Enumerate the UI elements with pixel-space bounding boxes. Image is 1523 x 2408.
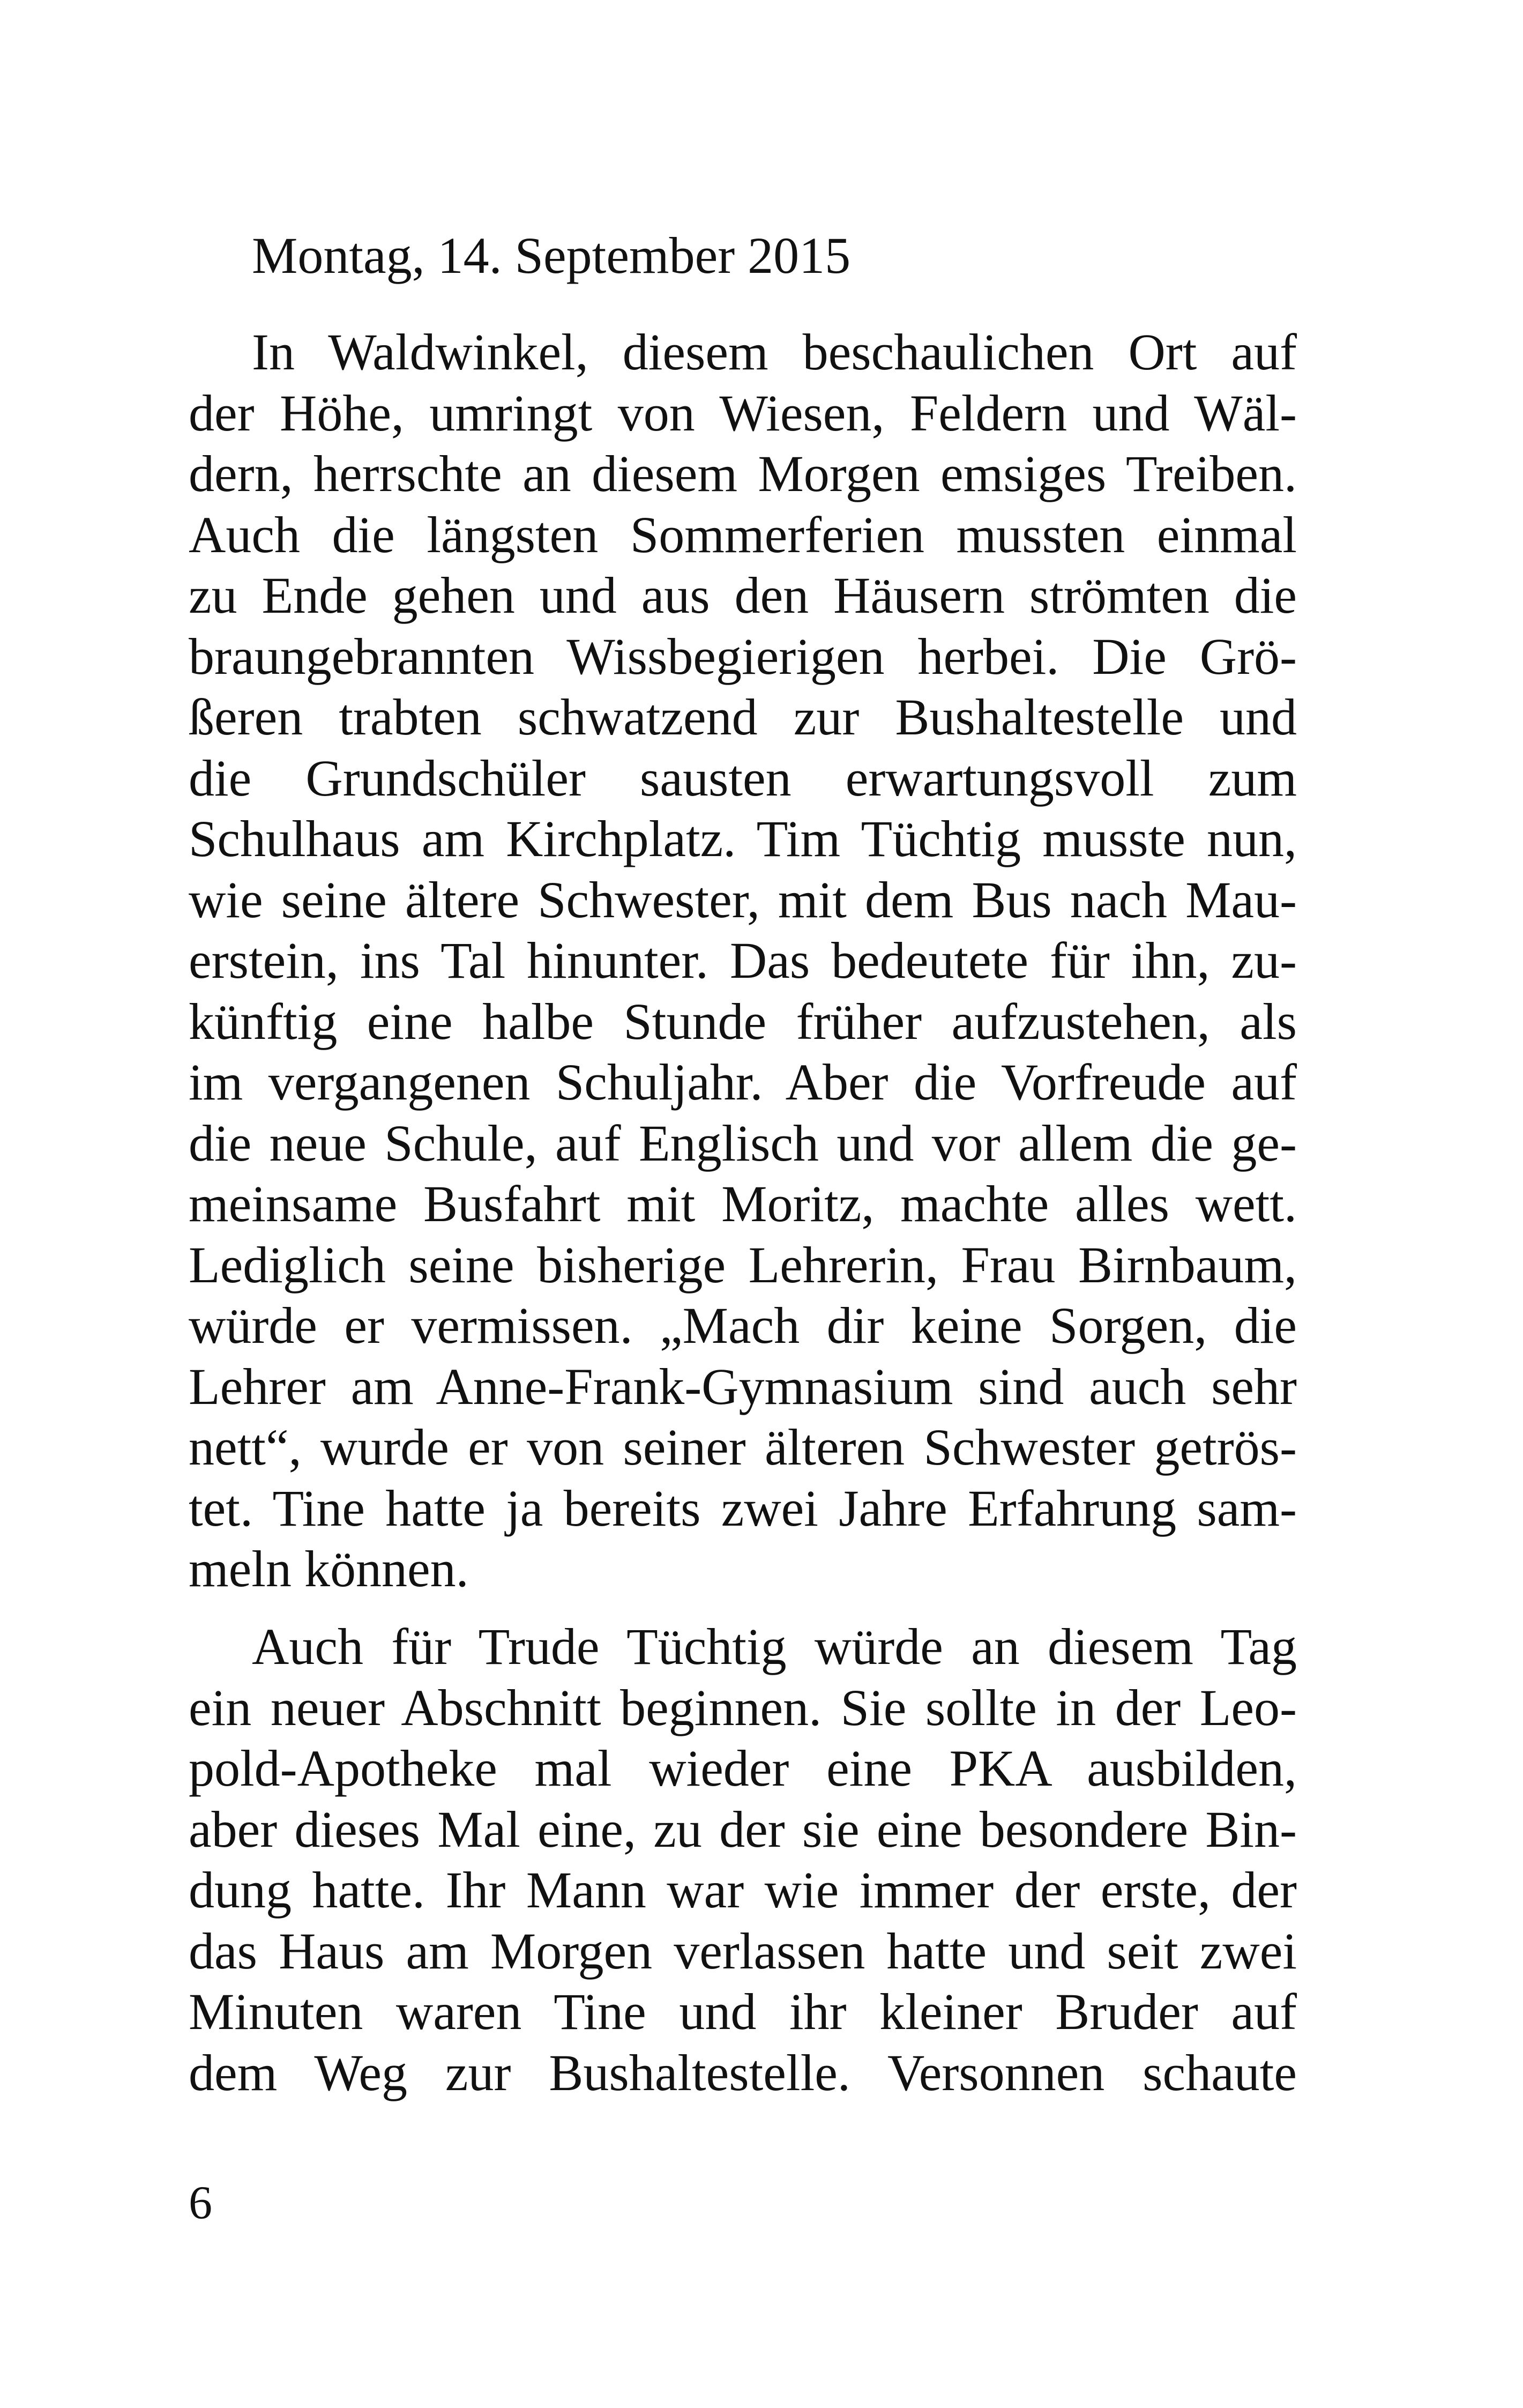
text-line: würde er vermissen. „Mach dir keine Sorgen, die	[189, 1297, 1297, 1354]
text-line: meinsame Busfahrt mit Moritz, machte alles wett.	[189, 1175, 1297, 1232]
text-line: Schulhaus am Kirchplatz. Tim Tüchtig musste nun,	[189, 810, 1297, 867]
text-line: pold-Apotheke mal wieder eine PKA ausbilden,	[189, 1740, 1297, 1797]
text-line: wie seine ältere Schwester, mit dem Bus nach Mau-	[189, 871, 1297, 928]
text-line: die neue Schule, auf Englisch und vor allem die ge-	[189, 1114, 1297, 1172]
date-heading: Montag, 14. September 2015	[252, 227, 851, 284]
text-line: künftig eine halbe Stunde früher aufzustehen, als	[189, 992, 1297, 1050]
text-line: Minuten waren Tine und ihr kleiner Bruder auf	[189, 1983, 1297, 2040]
text-line: nett“, wurde er von seiner älteren Schwester getrös-	[189, 1418, 1297, 1476]
text-line: aber dieses Mal eine, zu der sie eine besondere Bin-	[189, 1800, 1297, 1858]
text-line: braungebrannten Wissbegierigen herbei. Die Grö-	[189, 627, 1297, 685]
text-line: die Grundschüler sausten erwartungsvoll zum	[189, 749, 1297, 807]
text-line: meln können.	[189, 1540, 469, 1597]
text-line: Auch für Trude Tüchtig würde an diesem Tag	[252, 1618, 1297, 1675]
text-line: dem Weg zur Bushaltestelle. Versonnen schaute	[189, 2043, 1297, 2101]
page-number: 6	[189, 2177, 212, 2229]
text-line: Lehrer am Anne-Frank-Gymnasium sind auch sehr	[189, 1357, 1297, 1415]
text-line: der Höhe, umringt von Wiesen, Feldern und Wäl-	[189, 384, 1297, 442]
text-line: ein neuer Abschnitt beginnen. Sie sollte in der Leo-	[189, 1678, 1297, 1736]
text-line: dern, herrschte an diesem Morgen emsiges Treiben.	[189, 445, 1297, 502]
text-line: In Waldwinkel, diesem beschaulichen Ort auf	[252, 323, 1297, 381]
paragraph-2	[189, 1616, 1297, 2103]
text-line: Lediglich seine bisherige Lehrerin, Frau Birnbaum,	[189, 1236, 1297, 1294]
text-line: zu Ende gehen und aus den Häusern strömten die	[189, 567, 1297, 624]
text-line: ßeren trabten schwatzend zur Bushaltestelle und	[189, 688, 1297, 746]
text-line: dung hatte. Ihr Mann war wie immer der erste, der	[189, 1861, 1297, 1919]
text-line: das Haus am Morgen verlassen hatte und seit zwei	[189, 1922, 1297, 1980]
text-line: Auch die längsten Sommerferien mussten einmal	[189, 506, 1297, 563]
text-line: erstein, ins Tal hinunter. Das bedeutete für ihn, zu-	[189, 932, 1297, 989]
text-line: im vergangenen Schuljahr. Aber die Vorfreude auf	[189, 1053, 1297, 1111]
text-line: tet. Tine hatte ja bereits zwei Jahre Erfahrung sam-	[189, 1479, 1297, 1537]
paragraph-1	[189, 322, 1297, 1600]
